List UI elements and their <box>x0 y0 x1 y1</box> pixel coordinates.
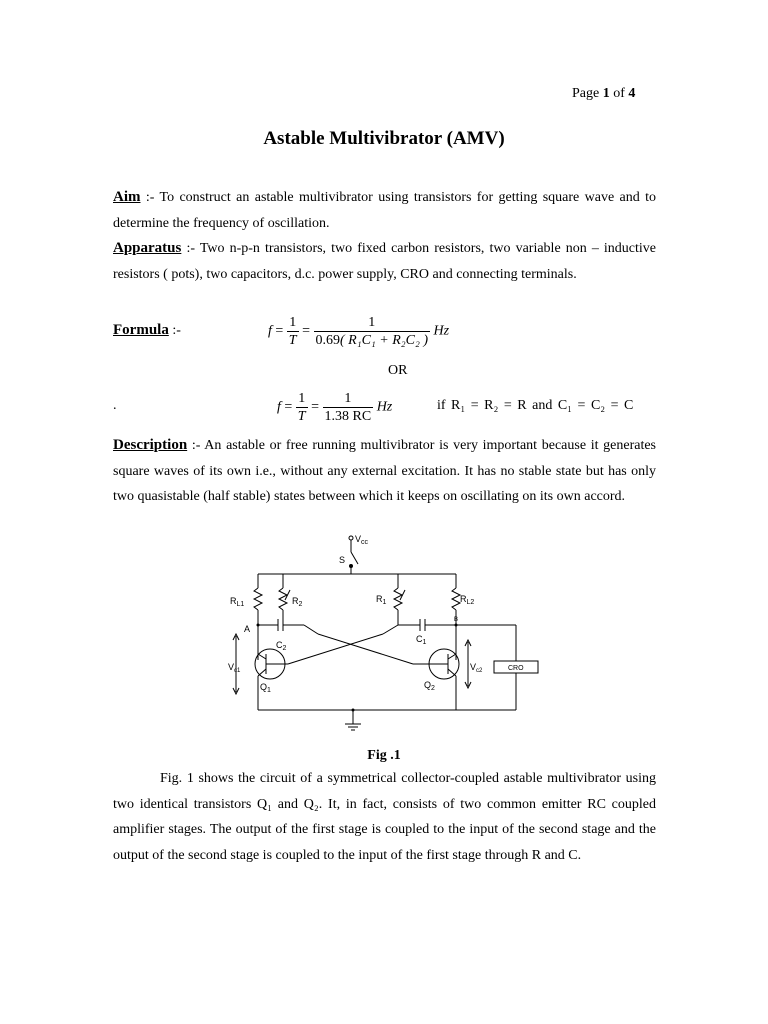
formula-condition: if R₁ = R₂ = R and C₁ = C₂ = C <box>437 398 634 413</box>
fraction-rc <box>323 390 374 425</box>
fraction-den: T <box>288 333 297 348</box>
aim-label: Aim <box>113 189 141 205</box>
apparatus-text: :- Two n-p-n transistors, two fixed carbon resistors, two variable non – inductive resistors ( pots), two capacitors, d.c. power supply, CRO and connecting terminals. <box>113 241 657 282</box>
circuit-figure <box>228 530 540 742</box>
formula-unit-2: Hz <box>376 399 393 415</box>
formula-heading <box>113 322 181 339</box>
formula-label: Formula <box>113 322 169 338</box>
fraction-1-over-t <box>287 314 299 349</box>
astable-multivibrator-circuit <box>228 530 540 742</box>
description-label: Description <box>113 437 188 453</box>
label-node-a: A <box>244 624 251 634</box>
switch-s <box>351 552 358 564</box>
label-rl2: $R_{L2}$ <box>460 594 475 606</box>
formula-f-2: f <box>277 399 281 415</box>
formula-eq: = <box>275 323 284 339</box>
fraction-num-3: 1 <box>296 390 308 408</box>
apparatus-label: Apparatus <box>113 240 182 256</box>
vcc-terminal <box>349 536 353 540</box>
label-switch: S <box>339 555 346 565</box>
figure-caption: Fig .1 <box>367 748 401 763</box>
resistor-rl1 <box>254 588 262 610</box>
aim-text: :- To construct an astable multivibrator using transistors for getting square wave and to determine the frequency of oscillation. <box>113 190 657 231</box>
label-r2: $R_2$ <box>292 596 303 608</box>
formula-eq-2: = <box>302 323 310 339</box>
fraction-1-over-t-2 <box>296 390 308 425</box>
fraction-num-4: 1 <box>323 390 374 408</box>
aim-paragraph <box>113 185 656 236</box>
page-title: Astable Multivibrator (AMV) <box>263 128 505 149</box>
body-paragraph <box>113 766 656 868</box>
fraction-den-2 <box>314 332 431 349</box>
formula-unit: Hz <box>433 323 450 339</box>
label-rl1: $R_{L1}$ <box>230 596 245 608</box>
fraction-den-3: T <box>297 409 306 424</box>
description-text: :- An astable or free running multivibrator is very important because it generates square waves of its own i.e., without any external excitation. It has no stable state but has only two quasistable (half stable) states between which it keeps on oscillating on its own accord. <box>113 438 657 504</box>
formula-or: OR <box>388 363 408 378</box>
label-vc1: $V_{c1}$ <box>228 662 241 674</box>
formula-eq-4: = <box>311 399 319 415</box>
stray-dot: . <box>113 398 117 413</box>
label-q1: $Q_1$ <box>260 682 271 694</box>
label-vc2: $V_{c2}$ <box>470 662 483 674</box>
formula-f: f <box>268 323 272 339</box>
fraction-num: 1 <box>287 314 299 332</box>
label-q2: $Q_2$ <box>424 680 435 692</box>
fraction-den-4: 1.38 RC <box>324 409 372 424</box>
formula-2 <box>277 390 392 425</box>
page-total: 4 <box>628 86 636 101</box>
label-cro: CRO <box>508 665 524 672</box>
resistor-rl2 <box>452 588 460 610</box>
formula-suffix: :- <box>172 323 181 338</box>
label-vcc: $V_{cc}$ <box>355 534 369 546</box>
label-r1: $R_1$ <box>376 594 387 606</box>
description-paragraph <box>113 433 656 510</box>
page-prefix: Page <box>572 86 600 101</box>
label-c1: $C_1$ <box>416 634 427 646</box>
label-c2: $C_2$ <box>276 640 287 652</box>
fraction-num-2: 1 <box>314 314 431 332</box>
formula-1 <box>268 314 449 349</box>
page-of: of <box>613 86 625 101</box>
label-node-b: B <box>454 617 459 623</box>
den-const: 0.69 <box>315 333 340 348</box>
formula-eq-3: = <box>284 399 293 415</box>
fraction-rc-sum <box>314 314 431 349</box>
den-expr: ( R₁C₁ + R₂C₂ ) <box>340 333 429 348</box>
page-number <box>572 86 635 102</box>
page-current: 1 <box>602 86 610 101</box>
body-text: Fig. 1 shows the circuit of a symmetrical collector-coupled astable multivibrator using two identical transistors Q₁ and Q₂. It, in fact, consists of two common emitter RC coupled amplifier stages. The output of the first stage is coupled to the input of the second stage and the output of the second stage is coupled to the input of the first stage through R and C. <box>113 771 656 863</box>
apparatus-paragraph <box>113 236 656 287</box>
